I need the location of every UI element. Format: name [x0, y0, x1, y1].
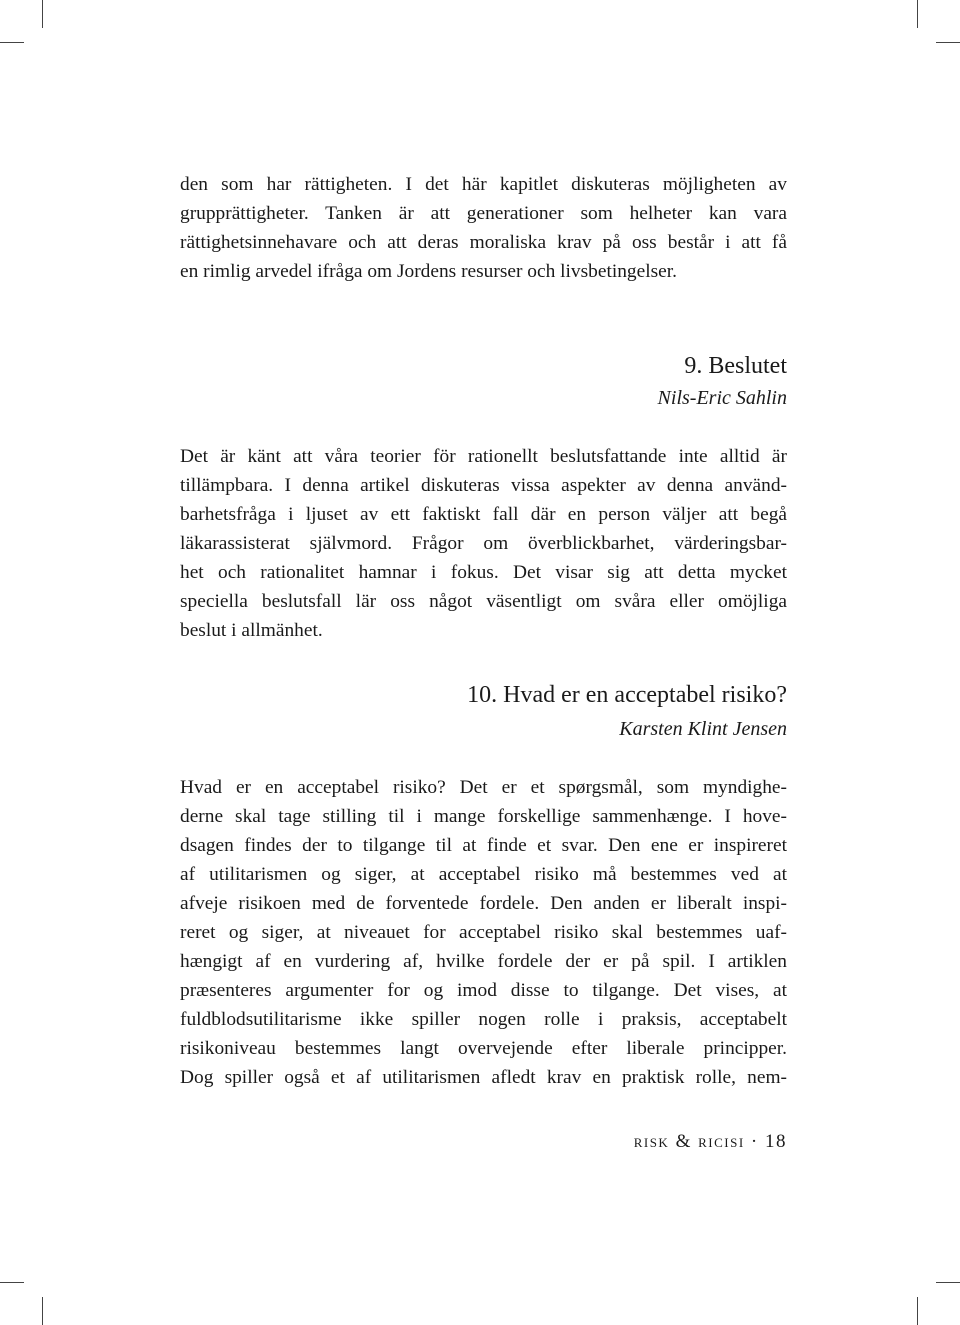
text-line: grupprättigheter. Tanken är att generationer som helheter kan vara — [180, 203, 787, 224]
crop-mark-top-left-horizontal — [0, 42, 24, 43]
text-line: en rimlig arvedel ifråga om Jordens resurser och livsbetingelser. — [180, 261, 677, 282]
section-9-heading — [180, 350, 787, 412]
section-author: Nils-Eric Sahlin — [657, 387, 787, 409]
text-line: tillämpbara. I denna artikel diskuteras vissa aspekter av denna använd- — [180, 475, 787, 496]
section-10-heading — [180, 679, 787, 743]
text-line: præsenteres argumenter for og imod disse to tilgange. Det vises, at — [180, 980, 787, 1001]
text-line: läkarassisterat självmord. Frågor om överblickbarhet, värderingsbar- — [180, 533, 787, 554]
text-line: af utilitarismen og siger, at acceptabel risiko må bestemmes ved at — [180, 864, 787, 885]
crop-mark-bottom-right-vertical — [917, 1297, 918, 1325]
crop-mark-top-right-horizontal — [936, 42, 960, 43]
crop-mark-top-right-vertical — [917, 0, 918, 28]
intro-paragraph — [180, 170, 787, 286]
crop-mark-bottom-left-horizontal — [0, 1282, 24, 1283]
crop-mark-bottom-right-horizontal — [936, 1282, 960, 1283]
crop-mark-bottom-left-vertical — [42, 1297, 43, 1325]
section-9-abstract — [180, 442, 787, 645]
section-author: Karsten Klint Jensen — [619, 718, 787, 740]
text-line: Dog spiller også et af utilitarismen afledt krav en praktisk rolle, nem- — [180, 1067, 787, 1088]
text-line: beslut i allmänhet. — [180, 620, 323, 641]
text-line: afveje risikoen med de forventede fordele. Den anden er liberalt inspi- — [180, 893, 787, 914]
section-10-abstract — [180, 773, 787, 1092]
text-line: rättighetsinnehavare och att deras moraliska krav på oss består i att få — [180, 232, 787, 253]
text-line: speciella beslutsfall lär oss något väsentligt om svåra eller omöjliga — [180, 591, 787, 612]
text-line: barhetsfråga i ljuset av ett faktiskt fall där en person väljer att begå — [180, 504, 787, 525]
page-folio: risk & ricisi · 18 — [633, 1131, 787, 1152]
page-body — [180, 170, 787, 1092]
text-line: derne skal tage stilling til i mange forskellige sammenhænge. I hove- — [180, 806, 787, 827]
text-line: fuldblodsutilitarisme ikke spiller nogen rolle i praksis, acceptabelt — [180, 1009, 787, 1030]
crop-mark-top-left-vertical — [42, 0, 43, 28]
text-line: dsagen findes der to tilgange til at finde et svar. Den ene er inspireret — [180, 835, 787, 856]
text-line: den som har rättigheten. I det här kapitlet diskuteras möjligheten av — [180, 174, 787, 195]
text-line: risikoniveau bestemmes langt overvejende efter liberale principper. — [180, 1038, 787, 1059]
text-line: hængigt af en vurdering af, hvilke fordele der er på spil. I artiklen — [180, 951, 787, 972]
text-line: Hvad er en acceptabel risiko? Det er et spørgsmål, som myndighe- — [180, 777, 787, 798]
section-title: 9. Beslutet — [684, 353, 787, 379]
text-line: Det är känt att våra teorier för rationellt beslutsfattande inte alltid är — [180, 446, 787, 467]
text-line: reret og siger, at niveauet for acceptabel risiko skal bestemmes uaf- — [180, 922, 787, 943]
section-title: 10. Hvad er en acceptabel risiko? — [467, 682, 787, 708]
text-line: het och rationalitet hamnar i fokus. Det visar sig att detta mycket — [180, 562, 787, 583]
